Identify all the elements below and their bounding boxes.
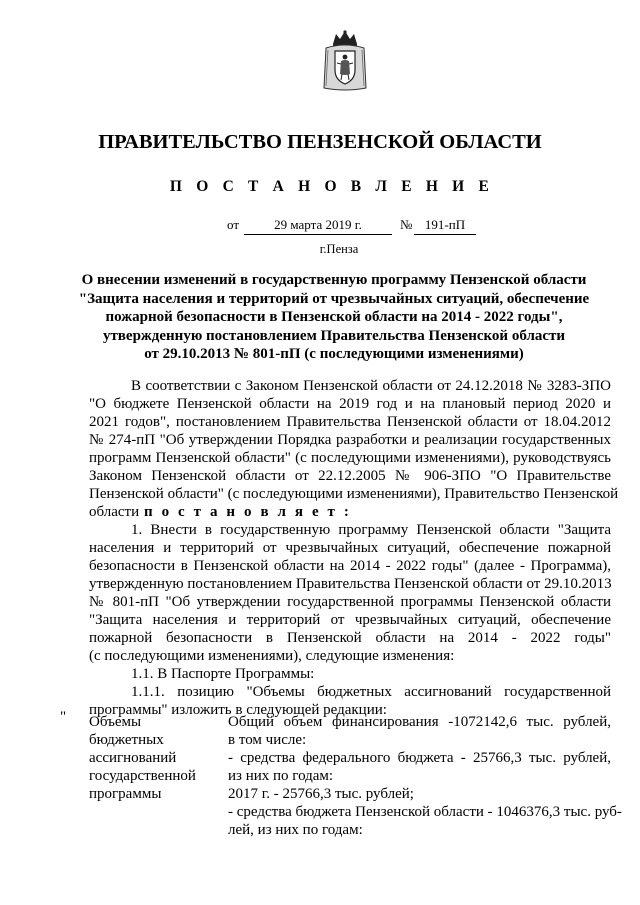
body-line: "Защита населения и территорий от чрезвычайных ситуаций, обеспечение: [89, 612, 611, 628]
table-value-line: 2017 г. - 25766,3 тыс. рублей;: [228, 786, 414, 802]
table-value-line: лей, из них по годам:: [228, 822, 363, 838]
body-line: В соответствии с Законом Пензенской области от 24.12.2018 № 3283-ЗПО: [131, 378, 611, 394]
date-prefix: от: [227, 217, 240, 232]
title-line: "Защита населения и территорий от чрезвычайных ситуаций, обеспечение: [78, 290, 590, 307]
body-line: (с последующими изменениями), следующие изменения:: [89, 648, 455, 664]
body-line: № 801-пП "Об утверждении государственной программы Пензенской области: [89, 594, 611, 610]
body-line: программы" изложить в следующей редакции:: [89, 702, 387, 718]
body-line: 2021 годов", постановлением Правительства Пензенской области от 18.04.2012: [89, 414, 611, 430]
coat-of-arms-emblem: [322, 30, 368, 92]
body-line: населения и территорий от чрезвычайных ситуаций, обеспечение пожарной: [89, 540, 611, 556]
table-open-quote: ": [60, 709, 67, 725]
body-line: "О бюджете Пензенской области на 2019 год и на плановый период 2020 и: [89, 396, 611, 412]
body-line: 1.1. В Паспорте Программы:: [131, 666, 315, 682]
resolves-keyword: п о с т а н о в л я е т :: [144, 504, 352, 520]
title-line: пожарной безопасности в Пензенской области на 2014 - 2022 годы",: [105, 309, 563, 325]
title-line: утвержденную постановлением Правительства Пензенской области: [102, 327, 566, 344]
document-type: П О С Т А Н О В Л Е Н И Е: [169, 178, 495, 195]
table-label-line: государственной: [89, 768, 196, 784]
body-line: программ Пензенской области" (с последующими изменениями), руководствуясь: [89, 450, 611, 466]
title-line: О внесении изменений в государственную программу Пензенской области: [81, 272, 587, 288]
table-label-line: бюджетных: [89, 732, 164, 748]
body-line: утвержденную постановлением Правительства Пензенской области от 29.10.2013: [89, 576, 612, 592]
table-value-line: - средства федерального бюджета - 25766,3 тыс. рублей,: [228, 750, 611, 766]
body-line: 1. Внести в государственную программу Пензенской области "Защита: [131, 522, 611, 538]
city: г.Пенза: [319, 242, 359, 256]
number-sign: №: [400, 217, 413, 232]
table-value-line: Общий объем финансирования -1072142,6 тыс. рублей,: [228, 714, 611, 730]
table-label-line: Объемы: [89, 714, 142, 730]
body-line: безопасности в Пензенской области на 2014 - 2022 годы" (далее - Программа),: [89, 558, 611, 574]
table-label-line: ассигнований: [89, 750, 177, 766]
table-value-line: - средства бюджета Пензенской области - 1046376,3 тыс. руб-: [228, 804, 622, 820]
organization-title: ПРАВИТЕЛЬСТВО ПЕНЗЕНСКОЙ ОБЛАСТИ: [98, 131, 542, 153]
table-value-line: в том числе:: [228, 732, 307, 748]
body-line: пожарной безопасности в Пензенской области на 2014 - 2022 годы": [89, 630, 611, 646]
title-line: от 29.10.2013 № 801-пП (с последующими изменениями): [144, 346, 524, 362]
body-line: Пензенской области" (с последующими изменениями), Правительство Пензенской: [89, 486, 619, 502]
table-label-line: программы: [89, 786, 162, 802]
body-line: Законом Пензенской области от 22.12.2005 № 906-ЗПО "О Правительстве: [89, 468, 611, 484]
document-date: 29 марта 2019 г.: [244, 217, 392, 235]
body-line: 1.1.1. позицию "Объемы бюджетных ассигнований государственной: [131, 684, 611, 700]
body-line: области: [89, 504, 140, 520]
document-title: [74, 271, 594, 364]
document-number: 191-пП: [414, 217, 476, 235]
table-value-line: из них по годам:: [228, 768, 334, 784]
body-line: № 274-пП "Об утверждении Порядка разработки и реализации государственных: [89, 432, 611, 448]
